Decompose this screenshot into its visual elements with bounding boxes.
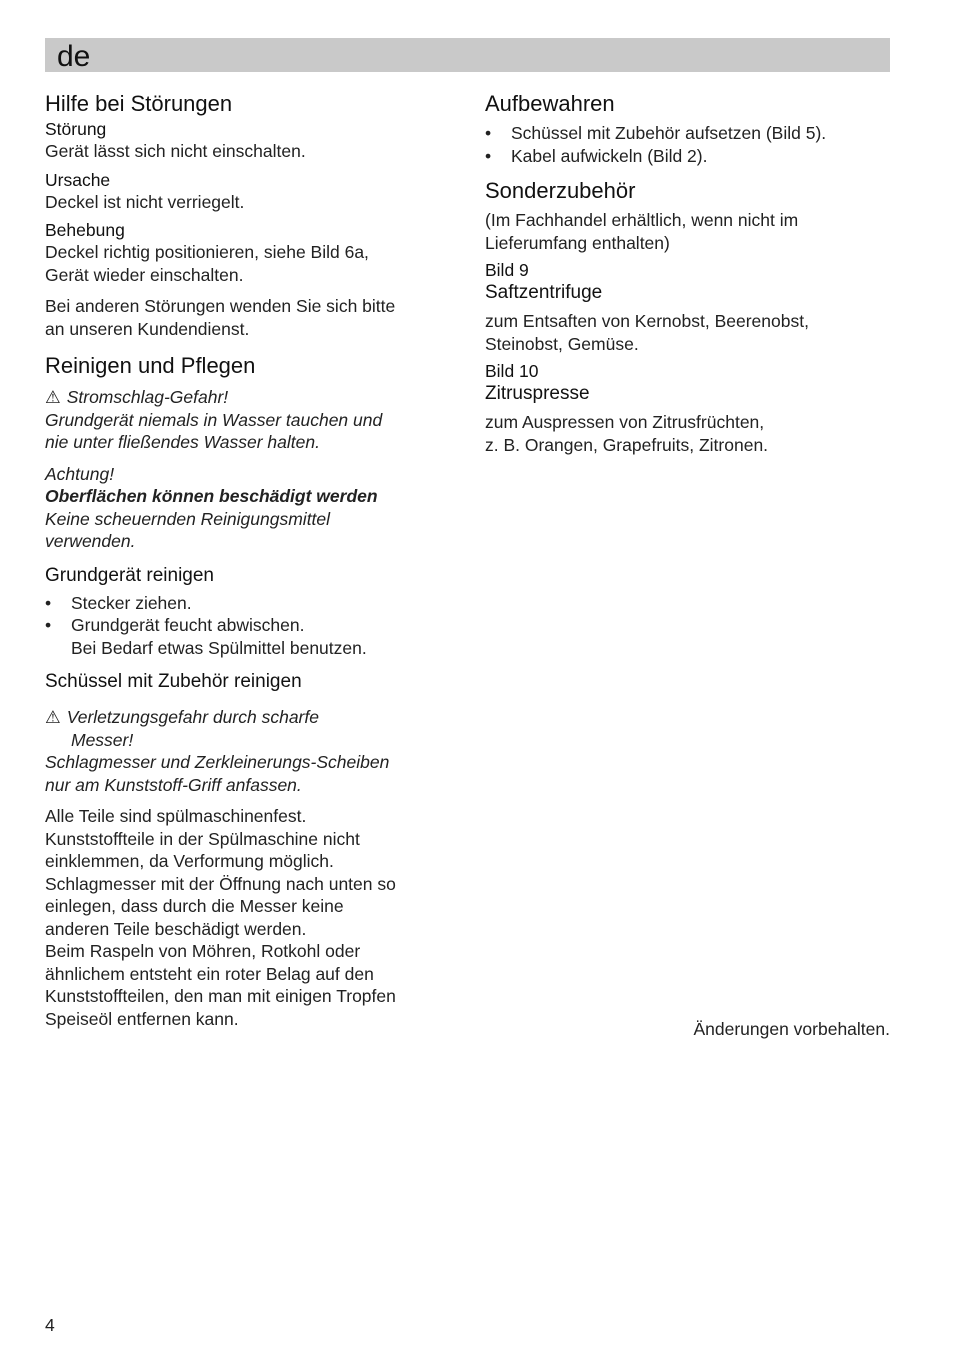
injury-warning <box>45 706 445 729</box>
electric-shock-warning <box>45 386 445 409</box>
bullet-icon: • <box>485 123 492 143</box>
warning-text-line-2: nie unter fließendes Wasser halten. <box>45 432 320 452</box>
subject-to-change-note: Änderungen vorbehalten. <box>693 1019 890 1039</box>
ursache-label: Ursache <box>45 169 111 190</box>
bullet-icon: • <box>45 592 52 613</box>
body-line: Speiseöl entfernen kann. <box>45 1008 239 1029</box>
body-line: einlegen, dass durch die Messer keine <box>45 896 344 916</box>
body-line: einklemmen, da Verformung möglich. <box>45 851 334 871</box>
list-item: • Grundgerät feucht abwischen. <box>45 615 305 635</box>
body-line: Alle Teile sind spülmaschinenfest. <box>45 806 307 826</box>
bowl-cleaning-body <box>45 805 445 1030</box>
language-code: de <box>57 40 91 73</box>
accessories-note-line-2: Lieferumfang enthalten) <box>485 232 670 253</box>
citrus-press-text-line-1: zum Auspressen von Zitrusfrüchten, <box>485 412 765 432</box>
juicer-text-line-2: Steinobst, Gemüse. <box>485 333 639 354</box>
behebung-line-1: Deckel richtig positionieren, siehe Bild 6a, <box>45 242 369 262</box>
warning-title-line-1: Verletzungsgefahr durch scharfe <box>66 707 319 727</box>
caution-text-line-1: Keine scheuernden Reinigungsmittel <box>45 508 331 529</box>
storage-list <box>485 122 890 167</box>
ursache-text: Deckel ist nicht verriegelt. <box>45 191 245 212</box>
section-title-bowl-cleaning: Schüssel mit Zubehör reinigen <box>45 671 302 692</box>
body-line: Kunststoffteile in der Spülmaschine nicht <box>45 828 360 849</box>
other-faults-line-2: an unseren Kundendienst. <box>45 318 250 339</box>
stoerung-label: Störung <box>45 119 107 139</box>
section-title-troubleshooting: Hilfe bei Störungen <box>45 91 233 116</box>
behebung-line-2: Gerät wieder einschalten. <box>45 264 244 285</box>
body-line: anderen Teile beschädigt werden. <box>45 918 307 939</box>
body-line: Schlagmesser mit der Öffnung nach unten so <box>45 873 396 894</box>
list-item: • Kabel aufwickeln (Bild 2). <box>485 145 708 166</box>
section-title-accessories: Sonderzubehör <box>485 178 636 203</box>
language-bar <box>45 38 890 72</box>
left-column <box>45 90 445 1030</box>
right-column <box>485 90 890 456</box>
juicer-title: Saftzentrifuge <box>485 282 603 303</box>
citrus-press-text-line-2: z. B. Orangen, Grapefruits, Zitronen. <box>485 434 769 455</box>
figure-ref-10: Bild 10 <box>485 361 539 381</box>
stoerung-text: Gerät lässt sich nicht einschalten. <box>45 141 306 161</box>
section-title-base-unit-cleaning: Grundgerät reinigen <box>45 564 214 586</box>
warning-text-line-1: Schlagmesser und Zerkleinerungs-Scheiben <box>45 752 390 772</box>
list-item: • Schüssel mit Zubehör aufsetzen (Bild 5). <box>485 123 827 143</box>
list-item: • Stecker ziehen. <box>45 592 192 613</box>
warning-triangle-icon: ⚠ <box>45 387 61 407</box>
citrus-press-title: Zitruspresse <box>485 383 590 404</box>
section-title-storage: Aufbewahren <box>485 91 615 116</box>
warning-text-line-1: Grundgerät niemals in Wasser tauchen und <box>45 409 383 430</box>
body-line: Kunststoffteilen, den man mit einigen Tropfen <box>45 986 396 1006</box>
behebung-label: Behebung <box>45 220 125 240</box>
warning-title: Stromschlag-Gefahr! <box>66 387 229 407</box>
bullet-icon: • <box>45 615 52 635</box>
accessories-note-line-1: (Im Fachhandel erhältlich, wenn nicht im <box>485 210 799 230</box>
warning-text-line-2: nur am Kunststoff-Griff anfassen. <box>45 774 302 795</box>
bullet-icon: • <box>485 145 492 166</box>
warning-title-line-2: Messer! <box>71 729 134 750</box>
body-line: ähnlichem entsteht ein roter Belag auf den <box>45 963 374 984</box>
figure-ref-9: Bild 9 <box>485 260 529 280</box>
caution-heading: Oberflächen können beschädigt werden <box>45 486 378 506</box>
list-item-continuation: Bei Bedarf etwas Spülmittel benutzen. <box>71 637 367 658</box>
juicer-text-line-1: zum Entsaften von Kernobst, Beerenobst, <box>485 311 809 331</box>
caution-text-line-2: verwenden. <box>45 531 136 551</box>
body-line: Beim Raspeln von Möhren, Rotkohl oder <box>45 941 361 961</box>
caution-label: Achtung! <box>45 463 115 484</box>
page-number: 4 <box>45 1315 55 1335</box>
section-title-cleaning: Reinigen und Pflegen <box>45 353 256 378</box>
base-unit-cleaning-list <box>45 592 445 637</box>
other-faults-line-1: Bei anderen Störungen wenden Sie sich bitte <box>45 296 396 316</box>
warning-triangle-icon: ⚠ <box>45 707 61 727</box>
